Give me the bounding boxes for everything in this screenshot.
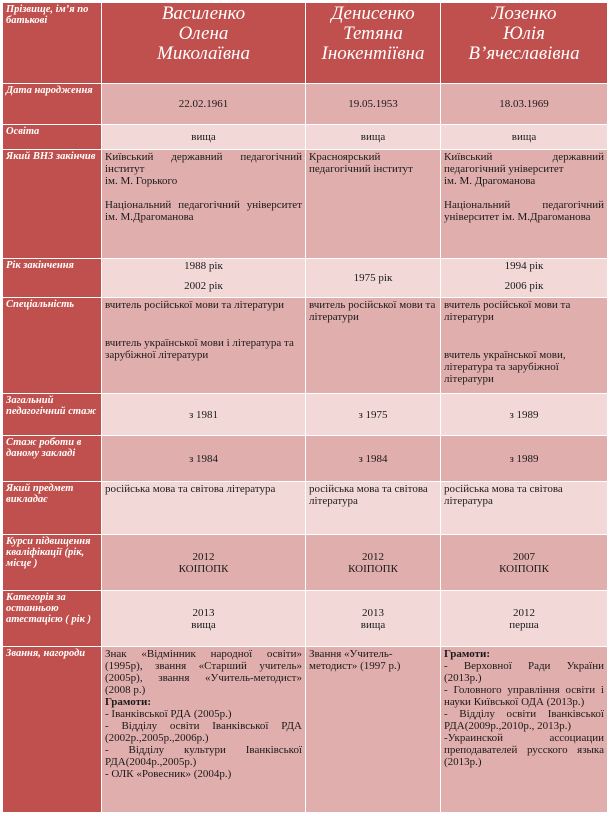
category-value-3: [441, 591, 608, 647]
specialty-3-b: вчитель української мови, література та зарубіжної літератури: [444, 349, 566, 385]
courses-value-3: [441, 535, 608, 591]
category-label: Категорія за останньою атестацією ( рік ): [3, 591, 102, 647]
total-exp-label: Загальний педагогічний стаж: [3, 394, 102, 436]
courses-2-place: КОІПОПК: [348, 562, 398, 575]
birth-label: Дата народження: [3, 84, 102, 125]
awards-value-2: [306, 647, 441, 813]
grad-year-3-a: 1994 рік: [504, 260, 544, 272]
name-header-label: Прізвище, ім’я по батькові: [3, 3, 102, 84]
local-exp-value-2: з 1984: [306, 436, 441, 482]
header-row: [3, 3, 608, 84]
local-exp-label: Стаж роботи в даному закладі: [3, 436, 102, 482]
grad-year-2-a: 1975 рік: [353, 272, 393, 284]
category-1-cat: вища: [191, 618, 216, 631]
awards-1-heading: Грамоти:: [105, 696, 152, 708]
category-1-year: 2013: [192, 606, 215, 619]
subject-value-3: російська мова та світова література: [441, 482, 608, 535]
university-value-1: [102, 150, 306, 259]
birth-value-2: 19.05.1953: [306, 84, 441, 125]
specialty-label: Спеціальність: [3, 298, 102, 394]
grad-year-1-a: 1988 рік: [184, 260, 223, 272]
subject-row: [3, 482, 608, 535]
grad-year-label: Рік закінчення: [3, 259, 102, 298]
specialty-value-1: [102, 298, 306, 394]
total-exp-value-1: з 1981: [102, 394, 306, 436]
awards-1-intro: Знак «Відмінник народної освіти» (1995р), звання «Старший учитель» (2005р), звання «Учитель-методист» (2008 р.): [105, 648, 302, 696]
grad-year-value-1: [102, 259, 306, 298]
education-row: [3, 125, 608, 150]
university-3-line-b: ім. М. Драгоманова: [444, 175, 536, 187]
university-1-line-a: Київський державний педагогічний інститут: [105, 151, 302, 175]
person-1-name: [102, 3, 306, 84]
person-3-firstname: Юлія: [502, 23, 545, 44]
awards-1-item: - ОЛК «Ровесник» (2004р.): [105, 768, 232, 780]
subject-value-2: російська мова та світова література: [306, 482, 441, 535]
local-exp-value-3: з 1989: [441, 436, 608, 482]
specialty-1-b: вчитель української мови і література та зарубіжної літератури: [105, 337, 294, 361]
total-exp-value-3: з 1989: [441, 394, 608, 436]
education-value-3: вища: [441, 125, 608, 150]
awards-label: Звання, нагороди: [3, 647, 102, 813]
university-2-line-a: Красноярський педагогічний інститут: [309, 151, 413, 175]
person-3-name: [441, 3, 608, 84]
local-exp-value-1: з 1984: [102, 436, 306, 482]
awards-3-item: - Головного управління освіти і науки Київської ОДА (2013р.): [444, 684, 604, 708]
birth-value-3: 18.03.1969: [441, 84, 608, 125]
person-3-surname: Лозенко: [491, 3, 557, 24]
university-1-line-c: Національний педагогічний університет ім. М.Драгоманова: [105, 199, 302, 223]
specialty-3-a: вчитель російської мови та літератури: [444, 299, 571, 323]
courses-1-year: 2012: [192, 550, 215, 563]
person-2-firstname: Тетяна: [343, 23, 403, 44]
grad-year-row: [3, 259, 608, 298]
total-exp-value-2: з 1975: [306, 394, 441, 436]
category-value-2: [306, 591, 441, 647]
awards-3-item: - Відділу освіти Іванківської РДА(2009р.,2010р., 2013р.): [444, 708, 604, 732]
specialty-value-2: [306, 298, 441, 394]
education-value-2: вища: [306, 125, 441, 150]
local-exp-row: [3, 436, 608, 482]
specialty-1-a: вчитель російської мови та літератури: [105, 299, 284, 311]
courses-3-place: КОІПОПК: [499, 562, 549, 575]
education-value-1: вища: [102, 125, 306, 150]
courses-value-2: [306, 535, 441, 591]
awards-3-heading: Грамоти:: [444, 648, 491, 660]
category-value-1: [102, 591, 306, 647]
awards-row: [3, 647, 608, 813]
person-1-surname: Василенко: [161, 3, 246, 24]
specialty-value-3: [441, 298, 608, 394]
university-1-line-b: ім. М. Горького: [105, 175, 178, 187]
subject-value-1: російська мова та світова література: [102, 482, 306, 535]
category-2-year: 2013: [362, 606, 384, 619]
category-2-cat: вища: [360, 618, 386, 631]
awards-value-1: [102, 647, 306, 813]
birth-value-1: 22.02.1961: [102, 84, 306, 125]
university-value-3: [441, 150, 608, 259]
total-exp-row: [3, 394, 608, 436]
university-label: Який ВНЗ закінчив: [3, 150, 102, 259]
teacher-info-table: [2, 2, 608, 813]
courses-value-1: [102, 535, 306, 591]
specialty-row: [3, 298, 608, 394]
person-2-name: [306, 3, 441, 84]
person-1-patronymic: Миколаївна: [157, 43, 250, 64]
grad-year-3-b: 2006 рік: [504, 280, 544, 292]
person-3-patronymic: В’ячеславівна: [468, 43, 580, 64]
university-value-2: [306, 150, 441, 259]
person-2-surname: Денисенко: [331, 3, 415, 24]
awards-1-item: - Іванківської РДА (2005р.): [105, 708, 232, 720]
awards-2-intro: Звання «Учитель-методист» (1997 р.): [309, 648, 401, 672]
birth-row: [3, 84, 608, 125]
awards-1-item: - Відділу культури Іванківської РДА(2004р.,2005р.): [105, 744, 302, 768]
category-3-year: 2012: [513, 606, 535, 619]
person-1-firstname: Олена: [178, 23, 229, 44]
subject-label: Який предмет викладає: [3, 482, 102, 535]
awards-3-item: - Верховної Ради України (2013р.): [444, 660, 604, 684]
grad-year-1-b: 2002 рік: [184, 280, 223, 292]
category-3-cat: перша: [509, 618, 539, 631]
category-row: [3, 591, 608, 647]
education-label: Освіта: [3, 125, 102, 150]
person-2-patronymic: Інокентіївна: [321, 43, 425, 64]
courses-3-year: 2007: [513, 550, 535, 563]
grad-year-value-2: [306, 259, 441, 298]
university-row: [3, 150, 608, 259]
awards-3-item: -Украинской ассоциации преподавателей русского языка (2013р.): [444, 732, 604, 768]
grad-year-value-3: [441, 259, 608, 298]
university-3-line-c: Національний педагогічний університет ім. М.Драгоманова: [444, 199, 604, 223]
awards-1-item: - Відділу освіти Іванківської РДА (2002р.,2005р.,2006р.): [105, 720, 302, 744]
university-3-line-a: Київський державний педагогічний університет: [444, 151, 604, 175]
awards-value-3: [441, 647, 608, 813]
courses-2-year: 2012: [362, 550, 384, 563]
courses-1-place: КОІПОПК: [178, 562, 229, 575]
specialty-2-a: вчитель російської мови та літератури: [309, 299, 436, 323]
courses-label: Курси підвищення кваліфікації (рік, місце ): [3, 535, 102, 591]
courses-row: [3, 535, 608, 591]
